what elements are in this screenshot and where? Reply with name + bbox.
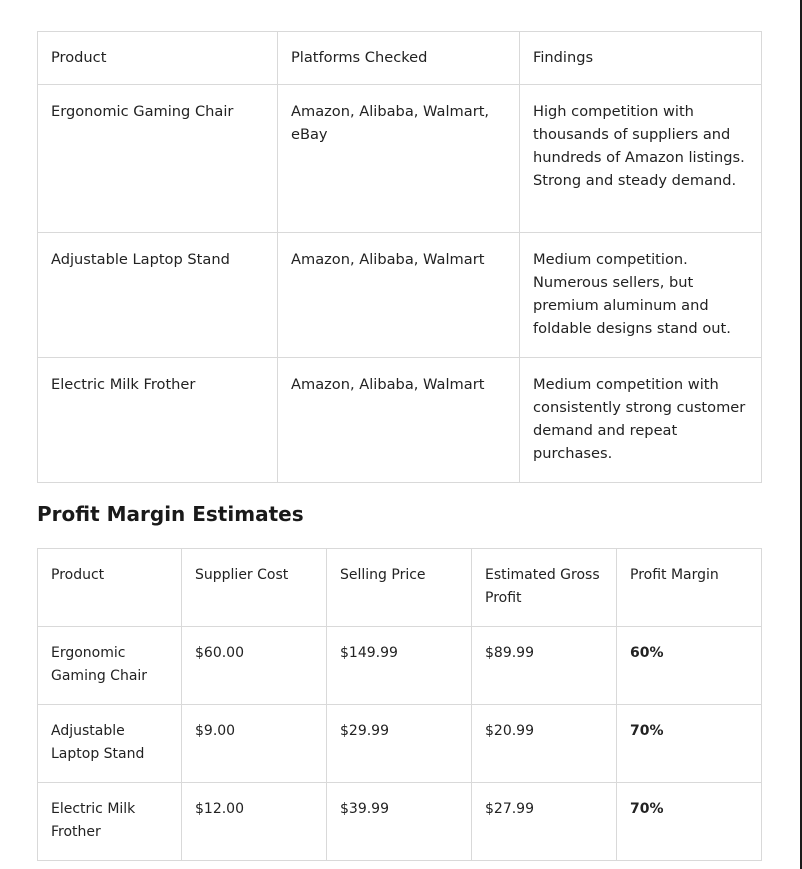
cell-product: Ergonomic Gaming Chair [38, 85, 278, 233]
cell-gross-profit: $20.99 [472, 705, 617, 783]
cell-selling-price: $39.99 [327, 783, 472, 861]
cell-profit-margin: 60% [617, 627, 762, 705]
header-estimated-gross-profit: Estimated Gross Profit [472, 549, 617, 627]
cell-platforms: Amazon, Alibaba, Walmart, eBay [278, 85, 520, 233]
table-row [38, 233, 762, 358]
table-row [38, 783, 762, 861]
header-profit-margin: Profit Margin [617, 549, 762, 627]
cell-selling-price: $149.99 [327, 627, 472, 705]
cell-product: Ergonomic Gaming Chair [38, 627, 182, 705]
cell-supplier-cost: $60.00 [182, 627, 327, 705]
header-findings: Findings [520, 32, 762, 85]
header-selling-price: Selling Price [327, 549, 472, 627]
table-header-row [38, 32, 762, 85]
cell-supplier-cost: $9.00 [182, 705, 327, 783]
cell-platforms: Amazon, Alibaba, Walmart [278, 358, 520, 483]
cell-findings: Medium competition with consistently strong customer demand and repeat purchases. [520, 358, 762, 483]
cell-supplier-cost: $12.00 [182, 783, 327, 861]
cell-findings: High competition with thousands of suppliers and hundreds of Amazon listings. Strong and steady demand. [520, 85, 762, 233]
cell-product: Adjustable Laptop Stand [38, 705, 182, 783]
profit-margin-table [37, 548, 762, 861]
cell-product: Adjustable Laptop Stand [38, 233, 278, 358]
table-row [38, 85, 762, 233]
cell-gross-profit: $27.99 [472, 783, 617, 861]
cell-gross-profit: $89.99 [472, 627, 617, 705]
platform-findings-table [37, 31, 762, 483]
cell-product: Electric Milk Frother [38, 358, 278, 483]
cell-product: Electric Milk Frother [38, 783, 182, 861]
cell-selling-price: $29.99 [327, 705, 472, 783]
cell-profit-margin: 70% [617, 783, 762, 861]
cell-findings: Medium competition. Numerous sellers, but premium aluminum and foldable designs stand out. [520, 233, 762, 358]
table-header-row [38, 549, 762, 627]
cell-platforms: Amazon, Alibaba, Walmart [278, 233, 520, 358]
header-product: Product [38, 549, 182, 627]
header-supplier-cost: Supplier Cost [182, 549, 327, 627]
table-row [38, 358, 762, 483]
header-product: Product [38, 32, 278, 85]
table-row [38, 705, 762, 783]
table-row [38, 627, 762, 705]
header-platforms-checked: Platforms Checked [278, 32, 520, 85]
section-heading: Profit Margin Estimates [37, 502, 304, 526]
cell-profit-margin: 70% [617, 705, 762, 783]
